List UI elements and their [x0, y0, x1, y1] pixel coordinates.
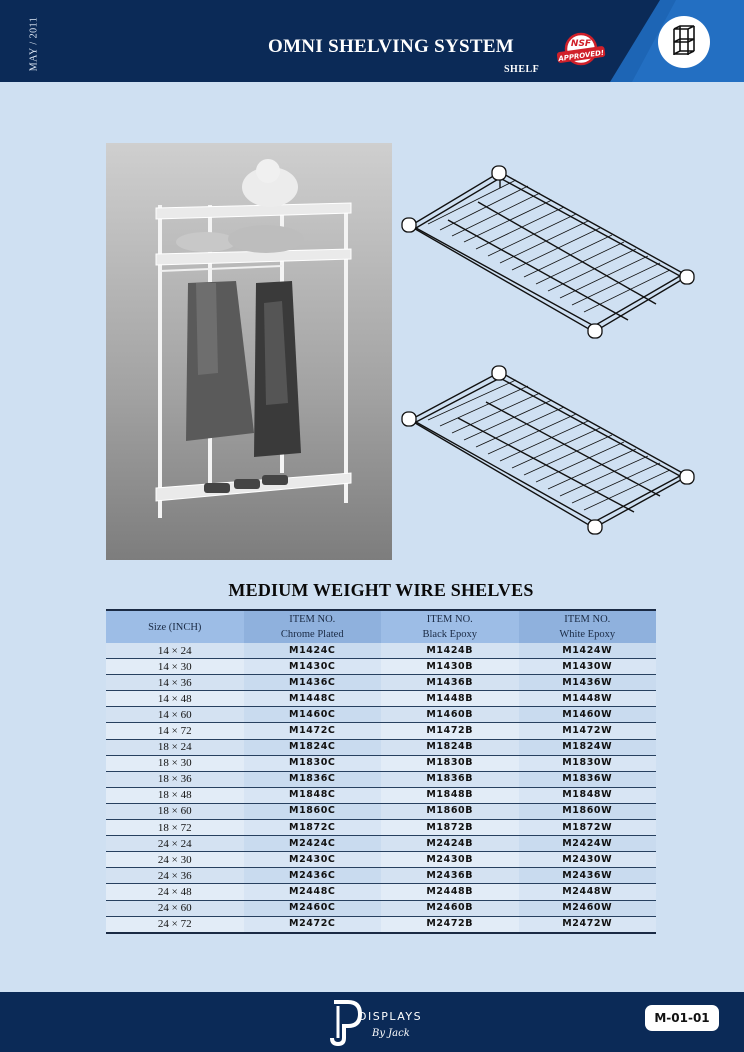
cell-black: M1472B	[381, 723, 519, 739]
table-row	[106, 884, 656, 900]
shelving-unit-icon	[658, 16, 710, 68]
cell-chrome: M1460C	[244, 707, 382, 723]
cell-white: M2430W	[519, 852, 657, 868]
table-row	[106, 916, 656, 933]
cell-white: M1848W	[519, 787, 657, 803]
cell-size: 24 × 30	[106, 852, 244, 868]
cell-chrome: M1424C	[244, 643, 382, 659]
cell-chrome: M2424C	[244, 836, 382, 852]
cell-black: M1860B	[381, 803, 519, 819]
cell-white: M2436W	[519, 868, 657, 884]
cell-size: 14 × 36	[106, 675, 244, 691]
cell-chrome: M2460C	[244, 900, 382, 916]
cell-white: M1460W	[519, 707, 657, 723]
cell-black: M1848B	[381, 787, 519, 803]
cell-size: 18 × 48	[106, 787, 244, 803]
table-row	[106, 707, 656, 723]
cell-black: M1430B	[381, 659, 519, 675]
table-row	[106, 659, 656, 675]
cell-black: M2436B	[381, 868, 519, 884]
cell-chrome: M1430C	[244, 659, 382, 675]
cell-size: 18 × 60	[106, 803, 244, 819]
cell-white: M1830W	[519, 755, 657, 771]
cell-white: M2460W	[519, 900, 657, 916]
svg-text:By Jack: By Jack	[372, 1028, 410, 1039]
cell-size: 14 × 60	[106, 707, 244, 723]
cell-black: M1872B	[381, 820, 519, 836]
table-row	[106, 771, 656, 787]
cell-black: M2472B	[381, 916, 519, 933]
cell-black: M1836B	[381, 771, 519, 787]
table-row	[106, 900, 656, 916]
cell-white: M1430W	[519, 659, 657, 675]
table-header-row	[106, 610, 656, 643]
cell-chrome: M2448C	[244, 884, 382, 900]
header-white: ITEM NO. White Epoxy	[519, 610, 657, 643]
cell-black: M1436B	[381, 675, 519, 691]
table-body	[106, 643, 656, 933]
wire-shelf-illustration-bottom	[398, 358, 698, 548]
table-row	[106, 675, 656, 691]
cell-white: M1424W	[519, 643, 657, 659]
cell-black: M1424B	[381, 643, 519, 659]
page-number: M-01-01	[645, 1005, 719, 1031]
table-row	[106, 820, 656, 836]
cell-chrome: M1848C	[244, 787, 382, 803]
cell-size: 18 × 72	[106, 820, 244, 836]
cell-white: M2448W	[519, 884, 657, 900]
cell-white: M2424W	[519, 836, 657, 852]
svg-text:APPROVED!: APPROVED!	[557, 48, 605, 64]
cell-size: 14 × 72	[106, 723, 244, 739]
cell-white: M1436W	[519, 675, 657, 691]
cell-size: 18 × 36	[106, 771, 244, 787]
cell-size: 24 × 60	[106, 900, 244, 916]
page-title: OMNI SHELVING SYSTEM	[268, 36, 515, 57]
cell-white: M1472W	[519, 723, 657, 739]
cell-white: M1836W	[519, 771, 657, 787]
cell-size: 24 × 24	[106, 836, 244, 852]
cell-size: 18 × 24	[106, 739, 244, 755]
cell-size: 18 × 30	[106, 755, 244, 771]
issue-date: MAY / 2011	[28, 16, 40, 72]
table-row	[106, 868, 656, 884]
cell-black: M2430B	[381, 852, 519, 868]
wire-shelf-illustration-top	[398, 158, 698, 348]
table-row	[106, 852, 656, 868]
cell-black: M2448B	[381, 884, 519, 900]
cell-white: M1872W	[519, 820, 657, 836]
cell-chrome: M1824C	[244, 739, 382, 755]
table-row	[106, 755, 656, 771]
table-row	[106, 803, 656, 819]
header-size: Size (INCH)	[106, 610, 244, 643]
cell-size: 24 × 48	[106, 884, 244, 900]
cell-black: M1460B	[381, 707, 519, 723]
cell-black: M2424B	[381, 836, 519, 852]
cell-chrome: M1448C	[244, 691, 382, 707]
cell-chrome: M2472C	[244, 916, 382, 933]
svg-text:DISPLAYS: DISPLAYS	[358, 1010, 423, 1023]
section-title: MEDIUM WEIGHT WIRE SHELVES	[228, 580, 534, 600]
cell-chrome: M1472C	[244, 723, 382, 739]
table-row	[106, 723, 656, 739]
product-photo	[106, 143, 392, 560]
table-row	[106, 836, 656, 852]
header-chrome: ITEM NO. Chrome Plated	[244, 610, 382, 643]
cell-size: 14 × 48	[106, 691, 244, 707]
cell-size: 14 × 30	[106, 659, 244, 675]
cell-black: M1830B	[381, 755, 519, 771]
cell-size: 14 × 24	[106, 643, 244, 659]
cell-white: M1448W	[519, 691, 657, 707]
header-black: ITEM NO. Black Epoxy	[381, 610, 519, 643]
cell-black: M1824B	[381, 739, 519, 755]
table-row	[106, 739, 656, 755]
nsf-approved-badge	[553, 30, 609, 68]
cell-size: 24 × 72	[106, 916, 244, 933]
cell-white: M2472W	[519, 916, 657, 933]
page-header	[0, 0, 744, 82]
cell-chrome: M1836C	[244, 771, 382, 787]
cell-chrome: M1872C	[244, 820, 382, 836]
shelf-spec-table	[106, 609, 656, 934]
table-row	[106, 643, 656, 659]
cell-black: M2460B	[381, 900, 519, 916]
cell-white: M1860W	[519, 803, 657, 819]
cell-white: M1824W	[519, 739, 657, 755]
table-row	[106, 787, 656, 803]
cell-chrome: M1860C	[244, 803, 382, 819]
cell-size: 24 × 36	[106, 868, 244, 884]
svg-text:NSF: NSF	[570, 39, 592, 49]
cell-black: M1448B	[381, 691, 519, 707]
category-badge	[658, 16, 710, 68]
cell-chrome: M2436C	[244, 868, 382, 884]
cell-chrome: M2430C	[244, 852, 382, 868]
cell-chrome: M1830C	[244, 755, 382, 771]
displays-by-jack-logo	[326, 996, 426, 1048]
table-row	[106, 691, 656, 707]
cell-chrome: M1436C	[244, 675, 382, 691]
page-subtitle: SHELF	[504, 64, 540, 75]
